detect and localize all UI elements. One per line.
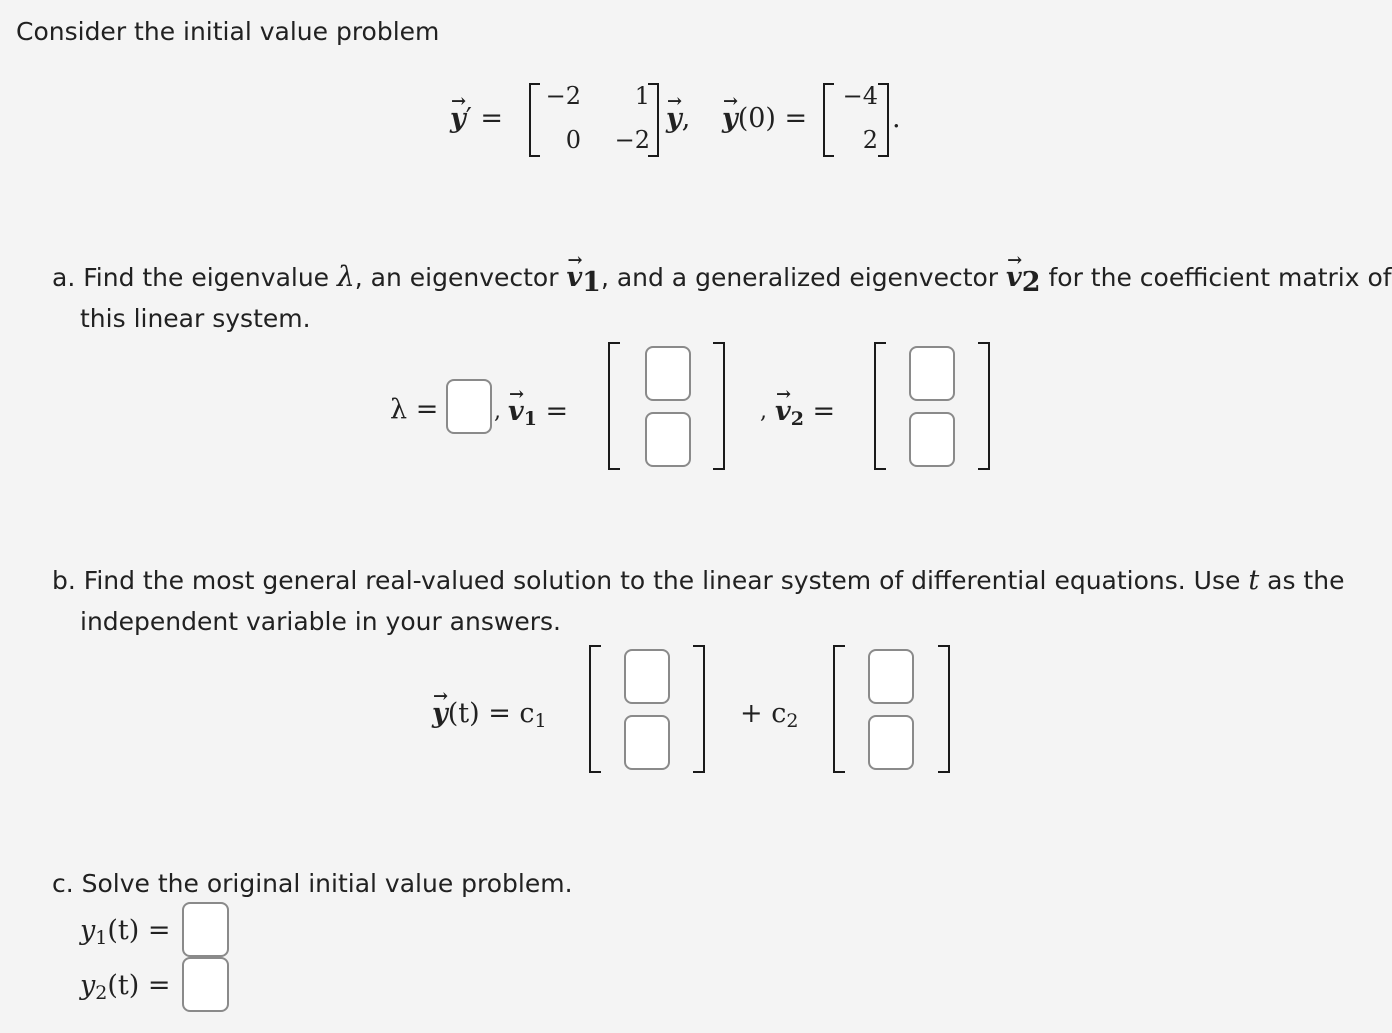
- initial-value-1: −4: [842, 82, 878, 110]
- y1-label: $y_1(t)$ =: [80, 915, 171, 949]
- y0-vector: y →: [722, 104, 738, 134]
- part-b-question-cont: independent variable in your answers.: [80, 607, 561, 636]
- v2-label: $v \to_2$ =: [775, 397, 835, 427]
- solution-1-component-2-input[interactable]: [624, 715, 670, 770]
- matrix-a12: 1: [634, 82, 650, 110]
- solution-2-component-2-input[interactable]: [868, 715, 914, 770]
- part-a-question-cont: this linear system.: [80, 304, 311, 333]
- solution-1-component-1-input[interactable]: [624, 649, 670, 704]
- part-a-question: a. Find the eigenvalue λ, an eigenvector $v \to_1$, and a generalized eigenvector $v \to_2$ for the coefficient matrix of: [52, 257, 1392, 298]
- v2-bracket-left: [874, 342, 886, 470]
- plus-c2-label: + $c_2$: [740, 698, 799, 732]
- general-solution-label: $y \to(t) = c_1$: [432, 699, 547, 729]
- solution-2-bracket-right: [938, 645, 950, 773]
- v1-bracket-right: [713, 342, 725, 470]
- matrix-bracket-left: [529, 83, 540, 157]
- v1-component-1-input[interactable]: [645, 346, 691, 401]
- v2-component-1-input[interactable]: [909, 346, 955, 401]
- y-vector: y →: [450, 104, 466, 134]
- y-vector: y →: [666, 104, 682, 134]
- solution-1-bracket-left: [589, 645, 601, 773]
- intro-text: Consider the initial value problem: [16, 17, 440, 46]
- v2-component-2-input[interactable]: [909, 412, 955, 467]
- matrix-a11: −2: [545, 82, 581, 110]
- initial-value-2: 2: [862, 126, 878, 154]
- y0-label: (0) =: [737, 103, 808, 134]
- lambda-input[interactable]: [446, 379, 492, 434]
- solution-2-bracket-left: [833, 645, 845, 773]
- v2-bracket-right: [978, 342, 990, 470]
- matrix-a21: 0: [565, 126, 581, 154]
- y1-input[interactable]: [182, 902, 229, 957]
- solution-1-bracket-right: [693, 645, 705, 773]
- part-b-question: b. Find the most general real-valued solution to the linear system of differential equations. Use t as the: [52, 565, 1345, 596]
- initial-bracket-left: [823, 83, 834, 157]
- v1-bracket-left: [608, 342, 620, 470]
- y2-label: $y_2(t)$ =: [80, 970, 171, 1004]
- matrix-bracket-right: [648, 83, 659, 157]
- y2-input[interactable]: [182, 957, 229, 1012]
- part-c-question: c. Solve the original initial value problem.: [52, 869, 573, 898]
- v1-component-2-input[interactable]: [645, 412, 691, 467]
- matrix-a22: −2: [614, 126, 650, 154]
- lambda-label: λ =: [390, 394, 439, 425]
- initial-bracket-right: [878, 83, 889, 157]
- solution-2-component-1-input[interactable]: [868, 649, 914, 704]
- v1-label: $v \to_1$ =: [508, 397, 568, 427]
